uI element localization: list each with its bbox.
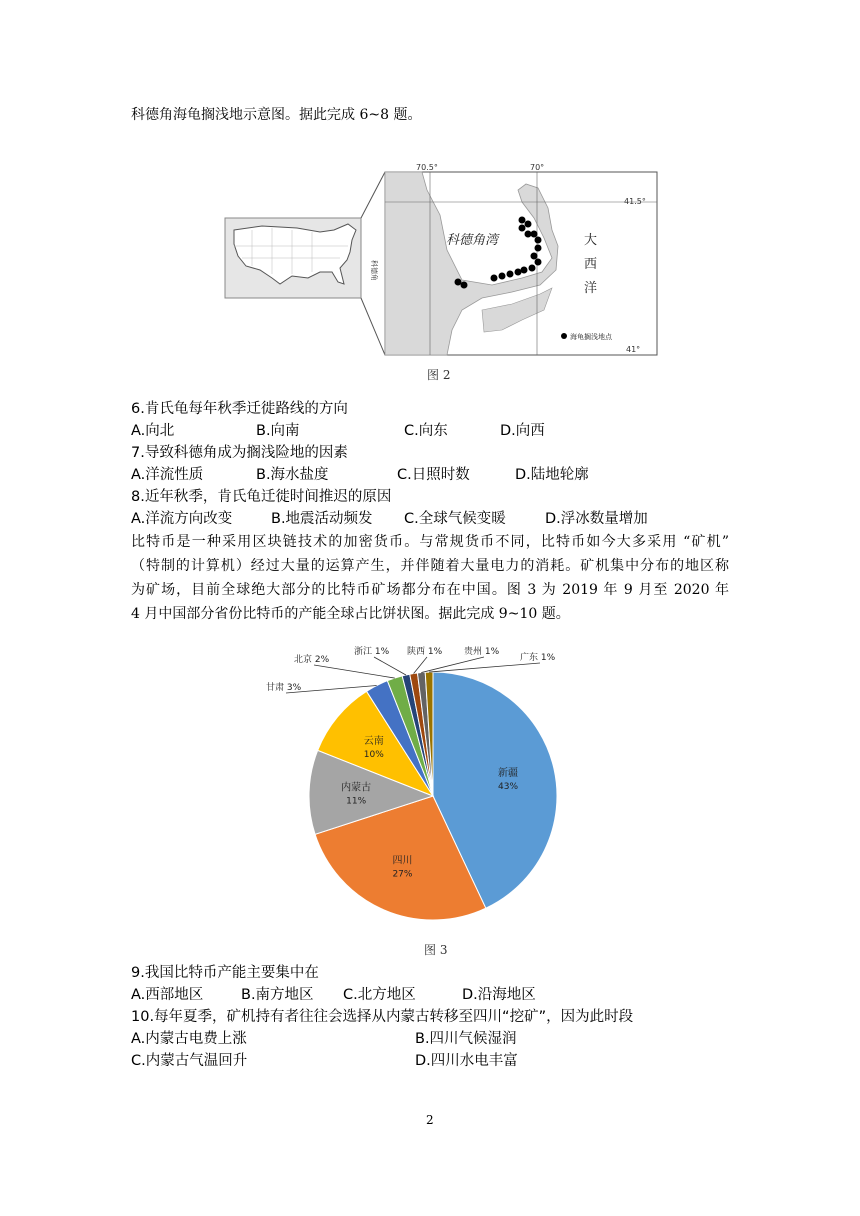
q6-option-c[interactable]: C.向东	[404, 423, 448, 439]
ocean-label-3: 洋	[584, 281, 598, 296]
pie-leader-6	[314, 665, 395, 678]
pie-leader-7	[374, 657, 406, 675]
q10-option-d[interactable]: D.四川水电丰富	[415, 1053, 518, 1069]
bay-label: 科德角湾	[446, 233, 499, 248]
pie-value-2: 27%	[392, 869, 413, 880]
passage-line-1: 比特币是一种采用区块链技术的加密货币。与常规货币不同，比特币如今大多采用 “矿机”	[131, 534, 729, 550]
question-7-options	[131, 464, 731, 486]
q9-option-b[interactable]: B.南方地区	[241, 987, 314, 1003]
map-caption: 图 2	[427, 368, 451, 382]
question-10-stem: 10.每年夏季，矿机持有者往往会选择从内蒙古转移至四川“挖矿”，因为此时段	[131, 1009, 634, 1025]
q8-option-a[interactable]: A.洋流方向改变	[131, 511, 233, 527]
q8-option-d[interactable]: D.浮冰数量增加	[545, 511, 648, 527]
passage-line-2: （特制的计算机）经过大量的运算产生，并伴随着大量电力的消耗。矿机集中分布的地区称	[131, 558, 729, 574]
intro-text: 科德角海龟搁浅地示意图。据此完成 6~8 题。	[131, 107, 422, 123]
q8-option-b[interactable]: B.地震活动频发	[271, 511, 373, 527]
q7-option-a[interactable]: A.洋流性质	[131, 467, 204, 483]
pie-label-7: 浙江 1%	[354, 647, 390, 657]
pie-leader-10	[429, 663, 540, 672]
pie-label-9: 贵州 1%	[464, 647, 500, 657]
q7-option-d[interactable]: D.陆地轮廓	[515, 467, 589, 483]
question-10-options-row1	[131, 1028, 731, 1050]
q7-option-c[interactable]: C.日照时数	[397, 467, 470, 483]
question-9-options	[131, 984, 731, 1006]
question-6-options	[131, 420, 731, 442]
q10-option-b[interactable]: B.四川气候湿润	[415, 1031, 517, 1047]
question-9-stem: 9.我国比特币产能主要集中在	[131, 965, 319, 981]
pie-label-8: 陕西 1%	[407, 647, 443, 657]
pie-label-5: 甘肃 3%	[266, 683, 302, 693]
q6-option-b[interactable]: B.向南	[256, 423, 300, 439]
pie-label-6: 北京 2%	[294, 655, 330, 665]
bitcoin-pie-chart	[250, 640, 590, 930]
q6-option-d[interactable]: D.向西	[500, 423, 545, 439]
legend-label: 海龟搁浅地点	[570, 333, 612, 341]
pie-label-4: 云南	[363, 735, 384, 747]
legend-dot	[561, 333, 567, 339]
q9-option-d[interactable]: D.沿海地区	[462, 987, 536, 1003]
question-8-stem: 8.近年秋季，肯氏龟迁徙时间推迟的原因	[131, 489, 392, 505]
pie-value-3: 11%	[346, 796, 367, 807]
q9-option-c[interactable]: C.北方地区	[343, 987, 416, 1003]
q7-option-b[interactable]: B.海水盐度	[256, 467, 329, 483]
lat-label-2: 41°	[626, 345, 641, 354]
pie-value-1: 43%	[498, 782, 519, 793]
pie-label-3: 内蒙古	[341, 782, 372, 794]
ocean-label-2: 西	[584, 257, 598, 272]
lat-label-1: 41.5°	[624, 197, 646, 206]
q9-option-a[interactable]: A.西部地区	[131, 987, 204, 1003]
lon-label-2: 70°	[530, 163, 545, 172]
pie-label-10: 广东 1%	[520, 653, 556, 663]
question-7-stem: 7.导致科德角成为搁浅险地的因素	[131, 445, 348, 461]
question-6-stem: 6.肯氏龟每年秋季迁徙路线的方向	[131, 401, 348, 417]
question-10-options-row2	[131, 1050, 731, 1072]
pie-caption: 图 3	[424, 943, 448, 957]
passage-line-3: 为矿场，目前全球绝大部分的比特币矿场都分布在中国。图 3 为 2019 年 9 月至 2020 年	[131, 582, 729, 598]
q10-option-c[interactable]: C.内蒙古气温回升	[131, 1053, 248, 1069]
pie-leader-8	[414, 657, 427, 674]
pie-value-4: 10%	[363, 749, 384, 760]
pie-label-2: 四川	[392, 855, 413, 867]
lon-label-1: 70.5°	[416, 163, 438, 172]
question-8-options	[131, 508, 731, 530]
cape-cod-map	[222, 160, 662, 360]
q8-option-c[interactable]: C.全球气候变暖	[404, 511, 506, 527]
page-number: 2	[426, 1113, 434, 1127]
inset-label: 科德角	[370, 260, 378, 281]
q6-option-a[interactable]: A.向北	[131, 423, 175, 439]
passage-line-4: 4 月中国部分省份比特币的产能全球占比饼状图。据此完成 9~10 题。	[131, 606, 570, 622]
pie-label-1: 新疆	[498, 768, 519, 780]
q10-option-a[interactable]: A.内蒙古电费上涨	[131, 1031, 247, 1047]
ocean-label-1: 大	[584, 233, 598, 248]
